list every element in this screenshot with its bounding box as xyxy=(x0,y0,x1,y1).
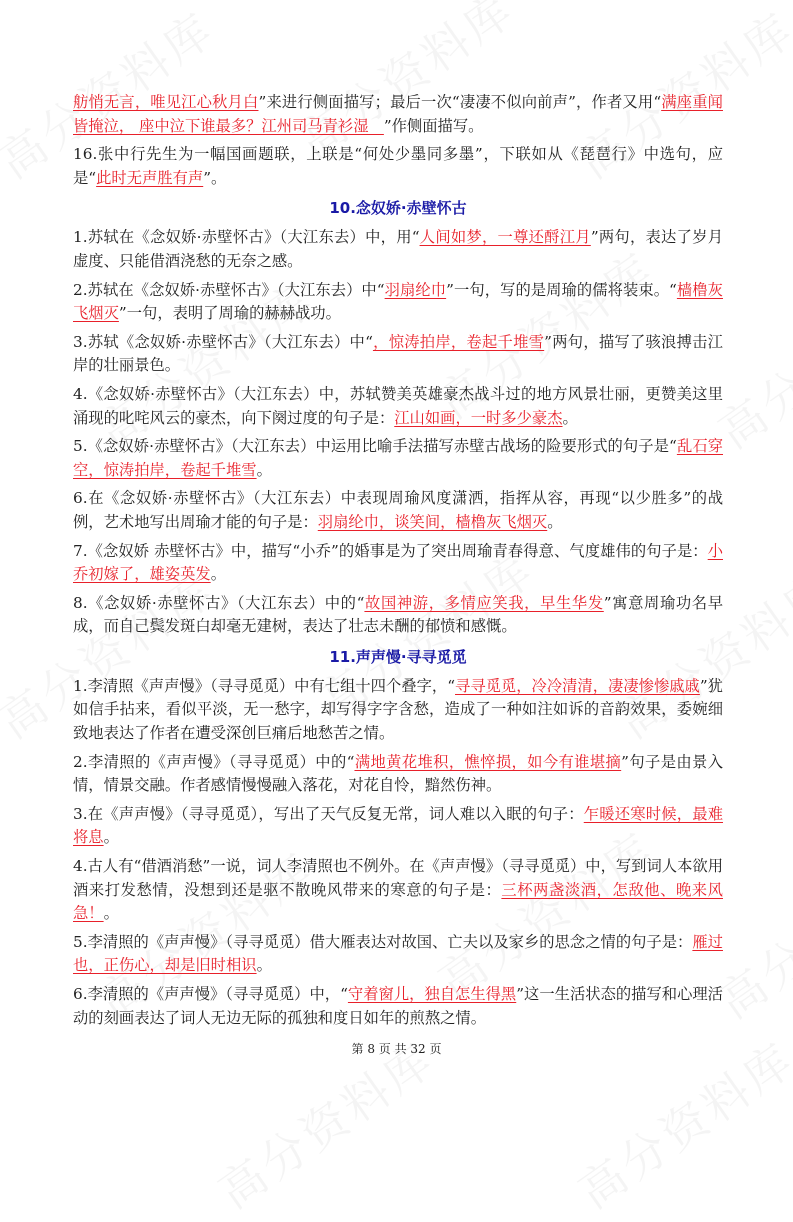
question-text: ”一句，表明了周瑜的赫赫战功。 xyxy=(118,304,341,323)
question-text: 。 xyxy=(256,460,272,479)
answer-text: 羽扇纶巾 xyxy=(384,280,447,299)
question-text: 5.李清照的《声声慢》（寻寻觅觅）借大雁表达对故国、亡夫以及家乡的思念之情的句子是： xyxy=(73,932,693,951)
question-text: 2.苏轼在《念奴娇·赤壁怀古》（大江东去）中“ xyxy=(73,280,385,299)
question-text: ”作侧面描写。 xyxy=(383,116,484,135)
question-text: 16.张中行先生为一幅国画题联，上联是“何处少墨同多墨”，下联如从《琵琶行》中选句，应是“ xyxy=(73,145,723,187)
question-text: ”来进行侧面描写；最后一次“凄凄不似向前声”，作者又用“ xyxy=(258,93,662,111)
answer-text: 此时无声胜有声 xyxy=(96,168,204,187)
answer-text: 樯橹灰飞烟灭 xyxy=(73,280,723,323)
answer-text: 寻寻觅觅，冷冷清清，凄凄惨惨戚戚 xyxy=(455,676,700,695)
page-number: 第 8 页 共 32 页 xyxy=(351,1042,442,1056)
question-item xyxy=(73,91,723,138)
question-text: 。 xyxy=(547,512,563,531)
question-item xyxy=(73,855,723,926)
question-text: ”句子是由景入情，情景交融。作者感情慢慢融入落花，对花自怜，黯然伤神。 xyxy=(73,752,723,795)
question-item xyxy=(73,675,723,746)
question-text: 。 xyxy=(103,904,119,923)
question-text: 2.李清照的《声声慢》（寻寻觅觅）中的“ xyxy=(73,752,355,771)
question-text: 。 xyxy=(210,565,226,584)
section-heading: 11.声声慢·寻寻觅觅 xyxy=(329,647,467,666)
question-text: 5.《念奴娇·赤壁怀古》（大江东去）中运用比喻手法描写赤壁古战场的险要形式的句子是“ xyxy=(73,437,677,456)
question-text: 3.苏轼《念奴娇·赤壁怀古》（大江东去）中“ xyxy=(73,332,373,351)
question-text: ”犹如信手拈来，看似平淡，无一愁字，却写得字字含愁，造成了一种如注如诉的音韵效果，委婉细致地表达了作者在遭受深创巨痛后地愁苦之情。 xyxy=(73,676,723,743)
question-text: ”。 xyxy=(203,168,227,187)
question-item xyxy=(73,143,723,190)
question-text: 6.在《念奴娇·赤壁怀古》（大江东去）中表现周瑜风度潇洒，指挥从容，再现“以少胜多”的战例，艺术地写出周瑜才能的句子是： xyxy=(73,489,723,531)
answer-text: 小乔初嫁了，雄姿英发 xyxy=(73,541,723,584)
question-text: 8.《念奴娇·赤壁怀古》（大江东去）中的“ xyxy=(73,593,365,612)
question-text: 1.李清照《声声慢》（寻寻觅觅）中有七组十四个叠字，“ xyxy=(73,676,456,695)
question-text: 。 xyxy=(562,408,578,427)
question-text: ”两句，描写了骇浪搏击江岸的壮丽景色。 xyxy=(73,332,723,375)
question-text: ”两句，表达了岁月虚度、只能借酒浇愁的无奈之感。 xyxy=(73,228,723,270)
question-item xyxy=(73,751,723,798)
question-text: ”一句，写的是周瑜的儒将装束。“ xyxy=(446,280,677,299)
question-item xyxy=(73,931,723,978)
question-item xyxy=(73,331,723,378)
answer-text: 乱石穿空，惊涛拍岸，卷起千堆雪 xyxy=(73,437,723,479)
answer-text: 江山如画，一时多少豪杰 xyxy=(394,408,563,427)
question-item xyxy=(73,540,723,587)
answer-text: 羽扇纶巾，谈笑间，樯橹灰飞烟灭 xyxy=(317,512,548,531)
question-text: 6.李清照的《声声慢》（寻寻觅觅）中，“ xyxy=(73,985,348,1003)
answer-text: 满地黄花堆积，憔悴损，如今有谁堪摘 xyxy=(354,752,622,771)
question-text: 7.《念奴娇 赤壁怀古》中，描写“小乔”的婚事是为了突出周瑜青春得意、气度雄伟的句子是： xyxy=(73,541,708,560)
question-text: ”这一生活状态的描写和心理活动的刻画表达了词人无边无际的孤独和度日如年的煎熬之情。 xyxy=(73,985,723,1027)
question-text: ”寓意周瑜功名早成，而自己鬓发斑白却毫无建树，表达了壮志未酬的郁愤和感慨。 xyxy=(73,593,723,636)
answer-text: ，惊涛拍岸，卷起千堆雪 xyxy=(372,332,545,351)
answer-text: 舫悄无言，唯见江心秋月白 xyxy=(73,93,259,111)
question-item xyxy=(73,983,723,1030)
answer-text: 三杯两盏淡酒，怎敌他、晚来风急！ xyxy=(73,880,723,923)
section-heading: 10.念奴娇·赤壁怀古 xyxy=(329,199,467,218)
question-item xyxy=(73,592,723,639)
question-item xyxy=(73,383,723,430)
question-text: 1.苏轼在《念奴娇·赤壁怀古》（大江东去）中，用“ xyxy=(73,228,420,247)
question-item xyxy=(73,279,723,326)
question-item xyxy=(73,803,723,850)
answer-text: 故国神游，多情应笑我，早生华发 xyxy=(364,593,604,612)
question-text: 4.古人有“借酒消愁”一说，词人李清照也不例外。在《声声慢》（寻寻觅觅）中，写到词人本欲用酒来打发愁情，没想到还是驱不散晚风带来的寒意的句子是： xyxy=(73,857,723,899)
question-item xyxy=(73,435,723,482)
question-text: 。 xyxy=(103,828,119,847)
question-item xyxy=(73,487,723,534)
answer-text: 雁过也，正伤心，却是旧时相识 xyxy=(73,932,723,975)
question-text: 4.《念奴娇·赤壁怀古》（大江东去）中，苏轼赞美英雄豪杰战斗过的地方风景壮丽，更赞美这里涌现的叱咤风云的豪杰，向下阕过度的句子是： xyxy=(73,384,723,427)
question-text: 。 xyxy=(256,956,272,975)
answer-text: 乍暖还寒时候，最难将息 xyxy=(73,804,723,847)
question-text: 3.在《声声慢》（寻寻觅觅），写出了天气反复无常，词人难以入眠的句子： xyxy=(73,804,584,823)
answer-text: 守着窗儿，独自怎生得黑 xyxy=(347,985,517,1003)
document-body xyxy=(73,91,723,1035)
answer-text: 满座重闻皆掩泣， 座中泣下谁最多？江州司马青衫湿__ xyxy=(73,93,723,135)
question-item xyxy=(73,226,723,273)
answer-text: 人间如梦，一尊还酹江月 xyxy=(419,228,591,247)
